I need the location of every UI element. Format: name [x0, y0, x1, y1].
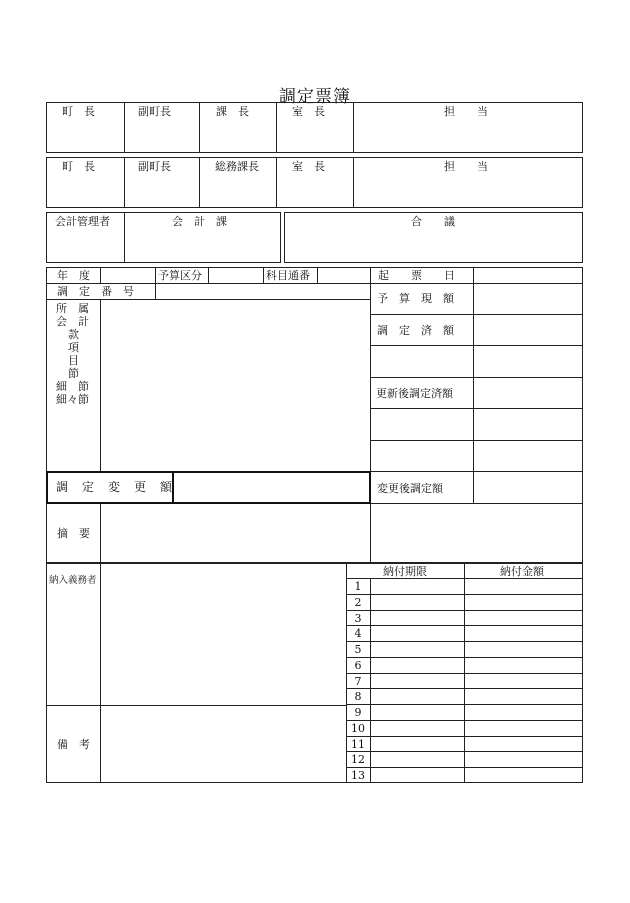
input-biko[interactable] [101, 706, 345, 782]
payment-row-number: 5 [354, 643, 362, 656]
stamp-field-fuku-cho-2[interactable] [125, 173, 198, 207]
input-nofu-kigen[interactable] [371, 768, 463, 782]
payment-row-number: 10 [351, 722, 365, 735]
stamp-field-kaikei-kanrisha[interactable] [47, 228, 123, 262]
input-kihyo-bi[interactable] [474, 268, 582, 282]
payment-row-number: 9 [354, 706, 362, 719]
stamp-field-tanto-2[interactable] [354, 173, 582, 207]
input-nofu-kigen[interactable] [371, 611, 463, 625]
input-nofu-kingaku[interactable] [465, 721, 582, 735]
stamp-field-ka-cho[interactable] [200, 118, 275, 152]
input-nofu-kigen[interactable] [371, 737, 463, 751]
label-chotei-henkogaku: 調 定 変 更 額 [56, 480, 174, 494]
payment-row-number: 3 [354, 612, 362, 625]
payment-row-number: 4 [354, 627, 362, 640]
payment-row-number: 2 [354, 596, 362, 609]
stamp-field-gogi[interactable] [285, 228, 582, 262]
label-machi-cho-2: 町 長 [62, 160, 95, 173]
label-shitsu-cho: 室 長 [292, 105, 325, 118]
label-henkogo: 変更後調定額 [377, 482, 443, 495]
label-shitsu-cho-2: 室 長 [292, 160, 325, 173]
label-kaikei-ka: 会 計 課 [172, 215, 227, 228]
label-tekiyo: 摘 要 [57, 527, 90, 540]
input-nofu-kigen[interactable] [371, 595, 463, 609]
input-nofu-kigen[interactable] [371, 626, 463, 640]
payment-row-number: 8 [354, 690, 362, 703]
input-nendo[interactable] [101, 268, 154, 282]
input-right-row-5[interactable] [474, 409, 582, 439]
label-ka-cho: 課 長 [216, 105, 249, 118]
label-tanto: 担 当 [444, 105, 488, 118]
header-nofu-kigen: 納付期限 [383, 565, 427, 578]
input-chotei-zumigaku[interactable] [474, 315, 582, 344]
header-nofu-kingaku: 納付金額 [500, 565, 544, 578]
label-nonyu-gimusha: 納入義務者 [49, 575, 97, 586]
label-kihyo-bi: 起 票 日 [378, 269, 455, 282]
input-nonyu-gimusha[interactable] [101, 564, 345, 704]
label-biko: 備 考 [57, 738, 90, 751]
input-nofu-kigen[interactable] [371, 705, 463, 719]
input-henkogo[interactable] [474, 472, 582, 502]
input-kamoku-tsuban[interactable] [318, 268, 369, 282]
input-nofu-kigen[interactable] [371, 658, 463, 672]
label-kamoku-tsuban: 科目通番 [266, 269, 310, 282]
stamp-field-tanto[interactable] [354, 118, 582, 152]
stamp-field-fuku-cho[interactable] [125, 118, 198, 152]
input-nofu-kigen[interactable] [371, 689, 463, 703]
label-chotei-bango: 調 定 番 号 [57, 285, 134, 298]
payment-row-number: 13 [351, 769, 365, 782]
label-yosan-kubun: 予算区分 [158, 269, 202, 282]
label-fuku-cho: 副町長 [138, 105, 171, 118]
input-nofu-kingaku[interactable] [465, 689, 582, 703]
input-nofu-kingaku[interactable] [465, 674, 582, 688]
input-yosan-kubun[interactable] [209, 268, 262, 282]
input-tekiyo[interactable] [101, 504, 582, 562]
input-koshingo[interactable] [474, 378, 582, 407]
input-nofu-kigen[interactable] [371, 579, 463, 593]
stamp-field-shitsu-cho[interactable] [277, 118, 352, 152]
input-nofu-kingaku[interactable] [465, 642, 582, 656]
input-nofu-kingaku[interactable] [465, 737, 582, 751]
payment-row-number: 12 [351, 753, 365, 766]
label-fuku-cho-2: 副町長 [138, 160, 171, 173]
input-yosan-gengaku[interactable] [474, 284, 582, 313]
stamp-field-somu-kacho[interactable] [200, 173, 275, 207]
input-nofu-kingaku[interactable] [465, 579, 582, 593]
label-chotei-zumigaku: 調 定 済 額 [377, 324, 454, 337]
payment-row-number: 11 [351, 738, 365, 751]
label-nendo: 年 度 [57, 269, 90, 282]
input-nofu-kingaku[interactable] [465, 658, 582, 672]
input-chotei-henkogaku[interactable] [175, 473, 369, 502]
input-nofu-kingaku[interactable] [465, 595, 582, 609]
input-nofu-kigen[interactable] [371, 642, 463, 656]
stamp-field-machi-cho[interactable] [47, 118, 123, 152]
label-yosan-gengaku: 予 算 現 額 [377, 292, 454, 305]
stamp-field-shitsu-cho-2[interactable] [277, 173, 352, 207]
label-gogi: 合 議 [411, 215, 455, 228]
input-nofu-kigen[interactable] [371, 721, 463, 735]
input-nofu-kingaku[interactable] [465, 768, 582, 782]
input-nofu-kigen[interactable] [371, 752, 463, 766]
label-tanto-2: 担 当 [444, 160, 488, 173]
stamp-field-kaikei-ka[interactable] [125, 228, 280, 262]
stamp-field-machi-cho-2[interactable] [47, 173, 123, 207]
form-title: 調定票簿 [279, 87, 351, 107]
input-right-row-6[interactable] [474, 441, 582, 470]
payment-row-number: 1 [354, 580, 362, 593]
input-nofu-kingaku[interactable] [465, 705, 582, 719]
payment-row-number: 7 [354, 675, 362, 688]
shozoku-labels: 所 属 会 計 款 項 目 節 細 節 細々節 [56, 302, 89, 406]
input-nofu-kingaku[interactable] [465, 752, 582, 766]
payment-row-number: 6 [354, 659, 362, 672]
label-machi-cho: 町 長 [62, 105, 95, 118]
label-kaikei-kanrisha: 会計管理者 [55, 215, 110, 228]
input-nofu-kingaku[interactable] [465, 626, 582, 640]
input-shozoku-area[interactable] [101, 300, 369, 470]
input-chotei-bango[interactable] [156, 284, 369, 298]
label-somu-kacho: 総務課長 [215, 160, 259, 173]
input-nofu-kigen[interactable] [371, 674, 463, 688]
label-koshingo: 更新後調定済額 [376, 387, 453, 400]
input-nofu-kingaku[interactable] [465, 611, 582, 625]
input-right-row-3[interactable] [474, 346, 582, 376]
